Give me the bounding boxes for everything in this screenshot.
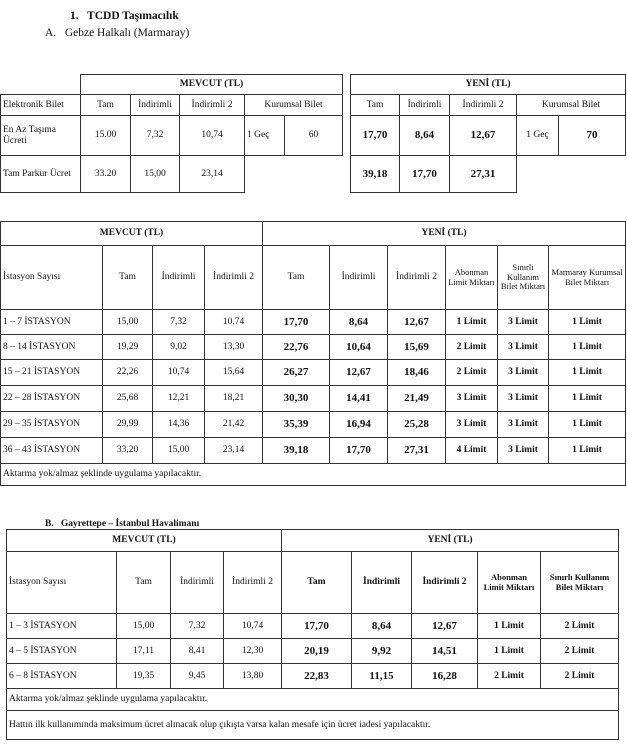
col-header: İndirimli (171, 552, 224, 614)
col-header: Abonman Limit Miktarı (478, 552, 541, 614)
cell: 18,46 (388, 360, 446, 386)
cell: 1 Geç (517, 116, 559, 156)
table2-yeni-header: YENİ (TL) (263, 222, 626, 246)
station-range: 8 – 14 İSTASYON (1, 335, 103, 360)
section-heading (70, 10, 179, 22)
col-header: İndirimli (352, 552, 412, 614)
col-header: İndirimli (131, 95, 180, 116)
cell: 39,18 (263, 438, 330, 464)
cell: 16,94 (330, 412, 388, 438)
station-range: 15 – 21 İSTASYON (1, 360, 103, 386)
cell: 2 Limit (541, 639, 619, 664)
col-header: Tam (263, 246, 330, 310)
cell: 39,18 (351, 156, 400, 193)
cell: 3 Limit (446, 412, 498, 438)
cell: 10,64 (330, 335, 388, 360)
cell: 29,99 (103, 412, 153, 438)
cell: 8,64 (400, 116, 450, 156)
cell: 33.20 (81, 156, 131, 193)
cell: 1 Limit (549, 310, 626, 335)
cell: 15,00 (131, 156, 180, 193)
cell: 21,49 (388, 386, 446, 412)
table-row (7, 614, 619, 639)
cell: 4 Limit (446, 438, 498, 464)
col-header: Tam (81, 95, 131, 116)
col-header: Kurumsal Bilet (245, 95, 343, 116)
cell: 13,80 (224, 664, 282, 689)
section-title: TCDD Taşımacılık (87, 10, 179, 22)
table1-mevcut-header: MEVCUT (TL) (81, 75, 343, 95)
table-row (1, 412, 626, 438)
col-header: İndirimli 2 (224, 552, 282, 614)
cell: 1 Limit (478, 614, 541, 639)
cell: 10,74 (224, 614, 282, 639)
col-header: İndirimli (330, 246, 388, 310)
cell: 3 Limit (498, 412, 549, 438)
cell: 1 Limit (549, 335, 626, 360)
col-header: Tam (117, 552, 171, 614)
row-label: En Az Taşıma Ücreti (1, 116, 81, 156)
cell: 22,83 (282, 664, 352, 689)
cell: 3 Limit (498, 360, 549, 386)
cell: 12,21 (153, 386, 205, 412)
cell: 2 Limit (478, 664, 541, 689)
cell: 70 (559, 116, 626, 156)
cell: 19,29 (103, 335, 153, 360)
cell: 3 Limit (498, 335, 549, 360)
cell: 22,26 (103, 360, 153, 386)
cell: 27,31 (450, 156, 517, 193)
table1-yeni (350, 74, 626, 193)
col-header: İndirimli 2 (205, 246, 263, 310)
cell: 12,67 (330, 360, 388, 386)
table-row (1, 438, 626, 464)
station-range: 22 – 28 İSTASYON (1, 386, 103, 412)
cell: 15,00 (117, 614, 171, 639)
col-header: İndirimli 2 (450, 95, 517, 116)
cell: 21,42 (205, 412, 263, 438)
cell: 23,14 (205, 438, 263, 464)
section-number: 1. (70, 10, 79, 22)
table1-mevcut (0, 74, 343, 193)
table3-stations (6, 529, 619, 740)
col-header: İndirimli (153, 246, 205, 310)
table-note: Aktarma yok/almaz şeklinde uygulama yapılacaktır. (7, 689, 619, 711)
table-row (7, 664, 619, 689)
cell: 20,19 (282, 639, 352, 664)
col-header: İndirimli (400, 95, 450, 116)
cell: 1 Limit (549, 360, 626, 386)
cell: 25,28 (388, 412, 446, 438)
cell: 13,30 (205, 335, 263, 360)
station-range: 1 – 7 İSTASYON (1, 310, 103, 335)
cell: 15.00 (81, 116, 131, 156)
col-header: Tam (103, 246, 153, 310)
cell: 8,64 (352, 614, 412, 639)
row-label: Tam Parkur Ücret (1, 156, 81, 193)
cell: 12,30 (224, 639, 282, 664)
cell: 17,70 (263, 310, 330, 335)
subsection-title: Gayrettepe – İstanbul Havalimanı (60, 519, 200, 529)
cell: 1 Limit (446, 310, 498, 335)
table-row (1, 386, 626, 412)
cell: 10,74 (205, 310, 263, 335)
cell: 8,41 (171, 639, 224, 664)
cell: 15,69 (388, 335, 446, 360)
col-header: Elektronik Bilet (1, 95, 81, 116)
cell: 14,41 (330, 386, 388, 412)
cell: 12,67 (412, 614, 478, 639)
col-header: Sınırlı Kullanım Bilet Miktarı (498, 246, 549, 310)
cell: 11,15 (352, 664, 412, 689)
cell: 1 Limit (549, 438, 626, 464)
cell: 17,70 (330, 438, 388, 464)
cell: 9,92 (352, 639, 412, 664)
cell: 1 Limit (478, 639, 541, 664)
cell: 27,31 (388, 438, 446, 464)
station-range: 36 – 43 İSTASYON (1, 438, 103, 464)
col-header: Tam (282, 552, 352, 614)
cell: 7,32 (131, 116, 180, 156)
col-header: Abonman Limit Miktarı (446, 246, 498, 310)
cell: 2 Limit (446, 335, 498, 360)
col-header: İndirimli 2 (388, 246, 446, 310)
cell: 9,45 (171, 664, 224, 689)
subsection-b-heading (45, 519, 199, 529)
table-row (1, 310, 626, 335)
cell: 2 Limit (446, 360, 498, 386)
table3-yeni-header: YENİ (TL) (282, 530, 619, 552)
cell: 7,32 (171, 614, 224, 639)
cell: 8,64 (330, 310, 388, 335)
cell: 15,00 (153, 438, 205, 464)
cell: 23,14 (180, 156, 245, 193)
station-range: 4 – 5 İSTASYON (7, 639, 117, 664)
cell: 1 Limit (549, 412, 626, 438)
cell: 14,51 (412, 639, 478, 664)
station-range: 6 – 8 İSTASYON (7, 664, 117, 689)
cell: 22,76 (263, 335, 330, 360)
cell: 3 Limit (498, 438, 549, 464)
station-range: 1 – 3 İSTASYON (7, 614, 117, 639)
subsection-heading (45, 27, 189, 39)
cell: 26,27 (263, 360, 330, 386)
table-row (7, 639, 619, 664)
subsection-letter: A. (45, 27, 57, 39)
cell: 10,74 (153, 360, 205, 386)
cell: 9,02 (153, 335, 205, 360)
cell: 15,00 (103, 310, 153, 335)
cell: 25,68 (103, 386, 153, 412)
col-header: İndirimli 2 (412, 552, 478, 614)
cell: 35,39 (263, 412, 330, 438)
col-header: İndirimli 2 (180, 95, 245, 116)
subsection-letter: B. (45, 519, 54, 529)
cell: 19,35 (117, 664, 171, 689)
station-range: 29 – 35 İSTASYON (1, 412, 103, 438)
table-row (1, 360, 626, 386)
cell: 18,21 (205, 386, 263, 412)
col-header: Sınırlı Kullanım Bilet Miktarı (541, 552, 619, 614)
cell: 3 Limit (498, 386, 549, 412)
table-note: Aktarma yok/almaz şeklinde uygulama yapılacaktır. (1, 464, 626, 486)
table3-mevcut-header: MEVCUT (TL) (7, 530, 282, 552)
cell: 3 Limit (498, 310, 549, 335)
cell: 33,20 (103, 438, 153, 464)
cell: 16,28 (412, 664, 478, 689)
subsection-title: Gebze Halkalı (Marmaray) (64, 27, 190, 39)
cell: 30,30 (263, 386, 330, 412)
col-header: Tam (351, 95, 400, 116)
cell: 60 (285, 116, 343, 156)
col-header: İstasyon Sayısı (7, 552, 117, 614)
cell: 7,32 (153, 310, 205, 335)
table1-yeni-header: YENİ (TL) (351, 75, 626, 95)
cell: 2 Limit (541, 664, 619, 689)
cell: 1 Limit (549, 386, 626, 412)
table2-mevcut-header: MEVCUT (TL) (1, 222, 263, 246)
table-row (1, 335, 626, 360)
table2-stations (0, 221, 626, 486)
col-header: Kurumsal Bilet (517, 95, 626, 116)
cell: 12,67 (388, 310, 446, 335)
cell: 2 Limit (541, 614, 619, 639)
cell: 3 Limit (446, 386, 498, 412)
cell: 12,67 (450, 116, 517, 156)
col-header: Marmaray Kurumsal Bilet Miktarı (549, 246, 626, 310)
cell: 1 Geç (245, 116, 285, 156)
cell: 17,70 (351, 116, 400, 156)
col-header: İstasyon Sayısı (1, 246, 103, 310)
cell: 17,70 (282, 614, 352, 639)
table-note: Hattın ilk kullanımında maksimum ücret alınacak olup çıkışta varsa kalan mesafe için ücret iadesi yapılacaktır. (7, 711, 619, 740)
cell: 15,64 (205, 360, 263, 386)
cell: 10,74 (180, 116, 245, 156)
cell: 14,36 (153, 412, 205, 438)
cell: 17,70 (400, 156, 450, 193)
cell: 17,11 (117, 639, 171, 664)
